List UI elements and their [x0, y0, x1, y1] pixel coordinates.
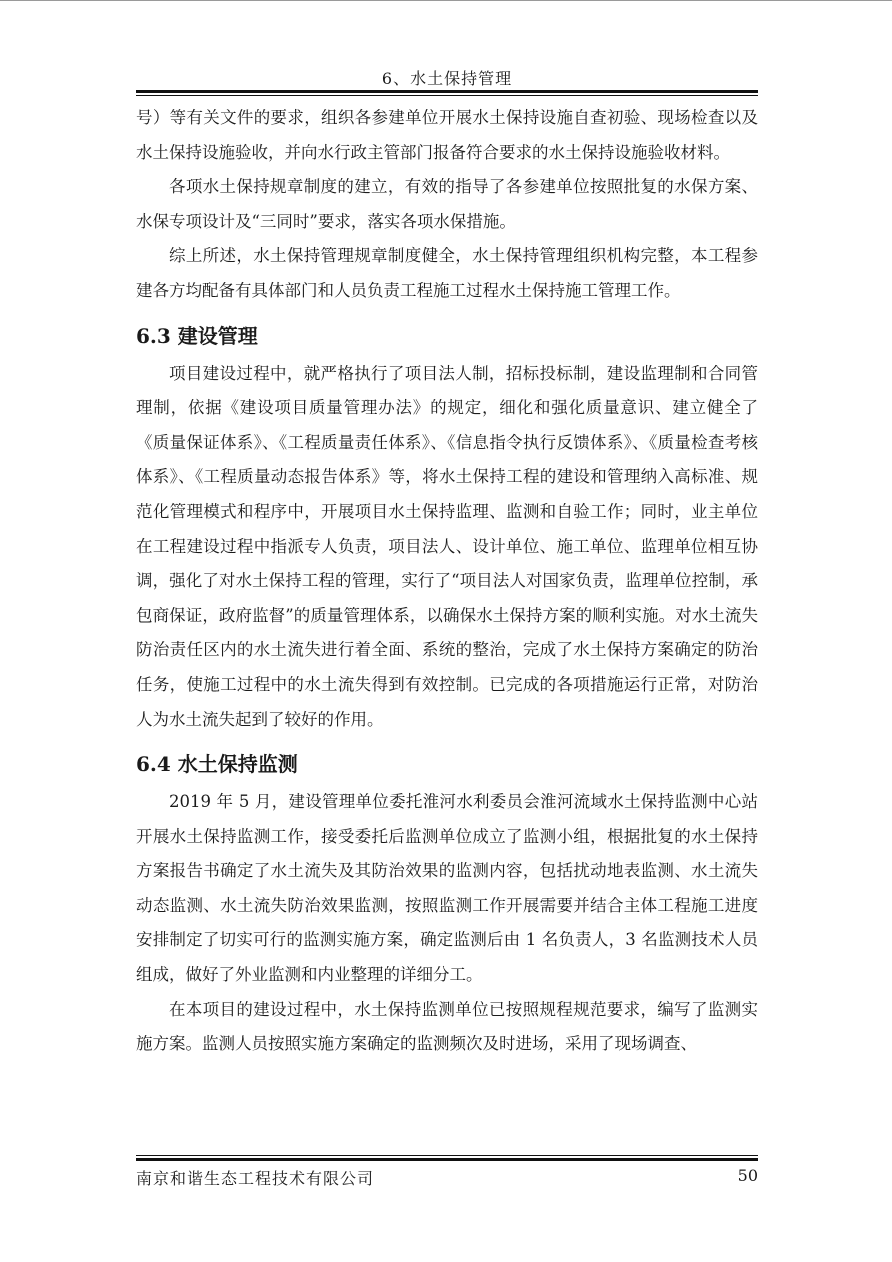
body-paragraph: 项目建设过程中，就严格执行了项目法人制，招标投标制，建设监理制和合同管理制，依据《建设项目质量管理办法》的规定，细化和强化质量意识、建立健全了《质量保证体系》、《工程质量责任体系》、《信息指令执行反馈体系》、《质量检查考核体系》、《工程质量动态报告体系》等，将水土保持工程的建设和管理纳入高标准、规范化管理模式和程序中，开展项目水土保持监理、监测和自验工作；同时，业主单位在工程建设过程中指派专人负责，项目法人、设计单位、施工单位、监理单位相互协调，强化了对水土保持工程的管理，实行了“项目法人对国家负责，监理单位控制，承包商保证，政府监督”的质量管理体系，以确保水土保持方案的顺利实施。对水土流失防治责任区内的水土流失进行着全面、系统的整治，完成了水土保持方案确定的防治任务，使施工过程中的水土流失得到有效控制。已完成的各项措施运行正常，对防治人为水土流失起到了较好的作用。	[136, 363, 758, 729]
running-header: 6、水土保持管理	[381, 69, 513, 88]
page-body	[136, 101, 758, 1062]
header-rule-thick	[136, 90, 758, 93]
body-paragraph: 各项水土保持规章制度的建立，有效的指导了各参建单位按照批复的水保方案、水保专项设计及“三同时”要求，落实各项水保措施。	[136, 177, 758, 231]
header-rule-thin	[136, 95, 758, 96]
body-paragraph: 在本项目的建设过程中，水土保持监测单位已按照规程规范要求，编写了监测实施方案。监测人员按照实施方案确定的监测频次及时进场，采用了现场调查、	[136, 999, 758, 1054]
page-top-border	[0, 0, 892, 1]
body-paragraph: 2019 年 5 月，建设管理单位委托淮河水利委员会淮河流域水土保持监测中心站开展水土保持监测工作，接受委托后监测单位成立了监测小组，根据批复的水土保持方案报告书确定了水土流失及其防治效果的监测内容，包括扰动地表监测、水土流失动态监测、水土流失防治效果监测，按照监测工作开展需要并结合主体工程施工进度安排制定了切实可行的监测实施方案，确定监测后由 1 名负责人，3 名监测技术人员组成，做好了外业监测和内业整理的详细分工。	[136, 792, 758, 985]
section-heading-6-3: 6.3 建设管理	[136, 323, 258, 348]
footer-rule-thick	[136, 1158, 758, 1161]
section-heading-6-4: 6.4 水土保持监测	[136, 752, 298, 777]
body-paragraph: 号）等有关文件的要求，组织各参建单位开展水土保持设施自查初验、现场检查以及水土保持设施验收，并向水行政主管部门报备符合要求的水土保持设施验收材料。	[136, 108, 758, 162]
page-number: 50	[737, 1166, 758, 1185]
footer-rule-thin	[136, 1155, 758, 1156]
body-paragraph: 综上所述，水土保持管理规章制度健全，水土保持管理组织机构完整，本工程参建各方均配备有具体部门和人员负责工程施工过程水土保持施工管理工作。	[136, 246, 758, 300]
footer-company: 南京和谐生态工程技术有限公司	[136, 1169, 375, 1188]
